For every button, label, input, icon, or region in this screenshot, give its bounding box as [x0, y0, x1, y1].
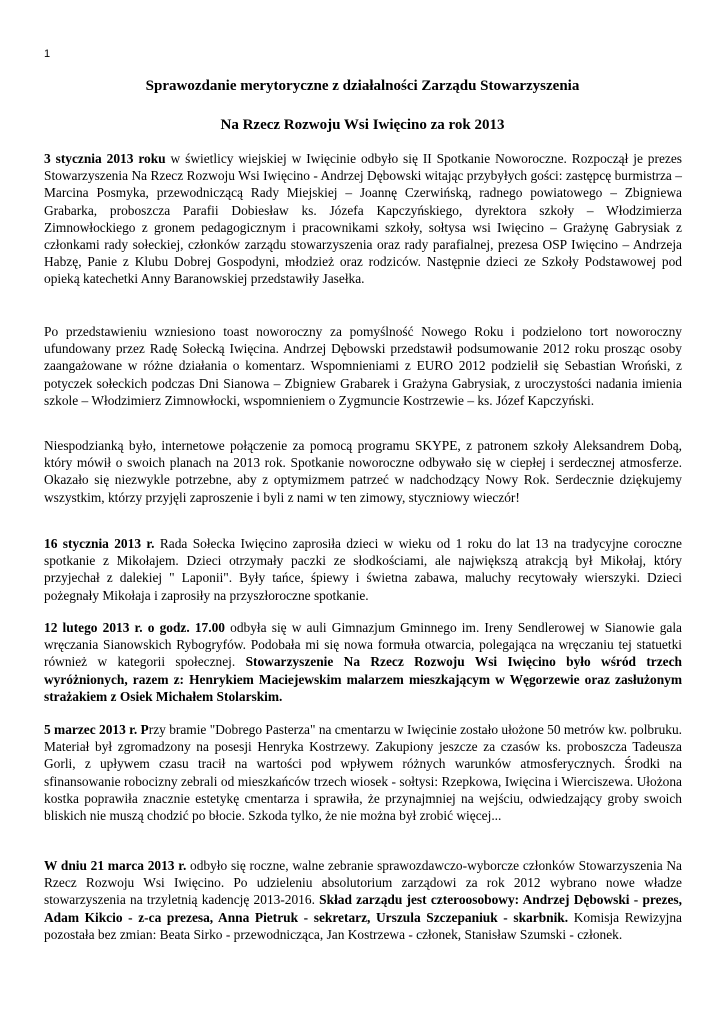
paragraph-text: Rada Sołecka Iwięcino zaprosiła dzieci w wieku od 1 roku do lat 13 na tradycyjne coroczne spotkanie z Mikołajem. Dzieci otrzymały paczki ze słodkościami, ale największą atrakcją był Mikołaj, który przyjechał z dalekiej " Laponii". Były tańce, śpiewy i świetna zabawa, maluchy recytowały wierszyki. Dzieci pożegnały Mikołaja i zaprosiły na przyszłoroczne spotkanie. [44, 536, 682, 603]
paragraph-text: odbyła się w auli Gimnazjum Gminnego im. Ireny Sendlerowej w Sianowie gala wręczania Sianowskich Rybogryfów. Podobała mi się nowa formuła otwarcia, polegająca na wręczaniu tej statuetki również w kategorii społecznej. [44, 620, 682, 670]
paragraph-new-year-meeting [44, 150, 682, 288]
paragraph-date: W dniu 21 marca 2013 r. [44, 858, 187, 873]
paragraph-cemetery-paving [44, 721, 682, 824]
paragraph-text: Niespodzianką było, internetowe połączenie za pomocą programu SKYPE, z patronem szkoły Aleksandrem Dobą, który mówił o swoich planach na 2013 rok. Spotkanie noworoczne odbywało się w ciepłej i serdecznej atmosferze. Okazało się niezwykle potrzebne, aby z optymizmem patrzeć w nadchodzący Nowy Rok. Serdecznie dziękujemy wszystkim, którzy przyjęli zaproszenie i byli z nami w ten zimowy, styczniowy wieczór! [44, 438, 682, 505]
paragraph-date: 12 lutego 2013 r. o godz. 17.00 [44, 620, 225, 635]
paragraph-text: odbyło się roczne, walne zebranie sprawozdawczo-wyborcze członków Stowarzyszenia Na Rzecz Rozwoju Wsi Iwięcino. Po udzieleniu absolutorium zarządowi za rok 2012 wybrano nowe władze stowarzyszenia na trzyletnią kadencję 2013-2016. [44, 858, 683, 908]
paragraph-text: w świetlicy wiejskiej w Iwięcinie odbyło się II Spotkanie Noworoczne. Rozpoczął je prezes Stowarzyszenia Na Rzecz Rozwoju Wsi Iwięcino - Andrzej Dębowski witając przybyłych gości: zastępcę burmistrza – Marcina Posmyka, przewodniczącą Rady Miejskiej – Joannę Czerwińską, radnego powiatowego – Zbigniewa Grabarka, proboszcza Parafii Dobiesław ks. Józefa Kapczyńskiego, dyrektora szkoły – Włodzimierza Zimnowłockiego z gronem pedagogicznym i pracownikami szkoły, sołtysa wsi Iwięcino – Grażynę Gabrysiak z członkami rady sołeckiej, członków zarządu stowarzyszenia oraz rady parafialnej, prezesa OSP Iwięcino – Andrzeja Habzę, Panie z Klubu Dobrej Gospodyni, młodzież oraz rodziców. Następnie dzieci ze Szkoły Podstawowej pod opieką katechetki Anny Baranowskiej przedstawiły Jasełka. [44, 151, 682, 287]
paragraph-rybogryf-gala [44, 619, 682, 705]
paragraph-text: Po przedstawieniu wzniesiono toast noworoczny za pomyślność Nowego Roku i podzielono tort noworoczny ufundowany przez Radę Sołecką Iwięcina. Andrzej Dębowski przedstawił podsumowanie 2012 roku prosząc osoby zaangażowane w różne działania o komentarz. Wspomnieniami z EURO 2012 podzielił się Sebastian Wroński, z potyczek sołeckich podczas Dni Sianowa – Zbigniew Grabarek i Grażyna Gabrysiak, z uroczystości nadania imienia szkole – Włodzimierz Zimnowłocki, wspomnieniem o Zygmuncie Kostrzewie – ks. Józef Kapczyński. [44, 324, 682, 408]
paragraph-date: 16 stycznia 2013 r. [44, 536, 155, 551]
document-title-line-1: Sprawozdanie merytoryczne z działalności Zarządu Stowarzyszenia [145, 78, 580, 94]
paragraph-date: 3 stycznia 2013 roku [44, 151, 166, 166]
paragraph-santa-meeting [44, 535, 682, 604]
paragraph-text: rzy bramie "Dobrego Pasterza" na cmentarzu w Iwięcinie zostało ułożone 50 metrów kw. polbruku. Materiał był zgromadzony na posesji Henryka Kostrzewy. Zakupiony jeszcze za czasów ks. proboszcza Tadeusza Gorli, z upływem czasu tracił na wartości pod wpływem różnych warunków atmosferycznych. Środki na sfinansowanie robocizny zebrali od mieszkańców trzech wiosek - sołtysi: Rzepkowa, Iwięcina i Wierciszewa. Ułożona kostka poprawiła znacznie estetykę cmentarza i sprawiła, że przynajmniej na wejściu, odwiedzający groby swoich bliskich nie muszą chodzić po błocie. Szkoda tylko, że nie można był zrobić więcej... [44, 722, 683, 824]
paragraph-bold-text: Skład zarządu jest czteroosobowy: Andrzej Dębowski - prezes, Adam Kikcio - z-ca prezesa, Anna Pietruk - sekretarz, Urszula Szczepaniuk - skarbnik. [44, 892, 682, 925]
paragraph-skype-connection [44, 437, 682, 506]
paragraph-date: 5 marzec 2013 r. P [44, 722, 149, 737]
document-title-line-2: Na Rzecz Rozwoju Wsi Iwięcino za rok 2013 [220, 117, 505, 133]
paragraph-general-meeting [44, 857, 682, 943]
paragraph-toast-summary [44, 323, 682, 409]
paragraph-tail-text: Komisja Rewizyjna pozostała bez zmian: Beata Sirko - przewodnicząca, Jan Kostrzewa - członek, Stanisław Szumski - członek. [44, 909, 682, 942]
paragraph-bold-text: Stowarzyszenie Na Rzecz Rozwoju Wsi Iwięcino było wśród trzech wyróżnionych, razem z: Henrykiem Maciejewskim malarzem mieszkającym w Węgorzewie oraz zasłużonym strażakiem z Osiek Michałem Stolarskim. [44, 654, 682, 704]
page-number: 1 [44, 48, 51, 60]
